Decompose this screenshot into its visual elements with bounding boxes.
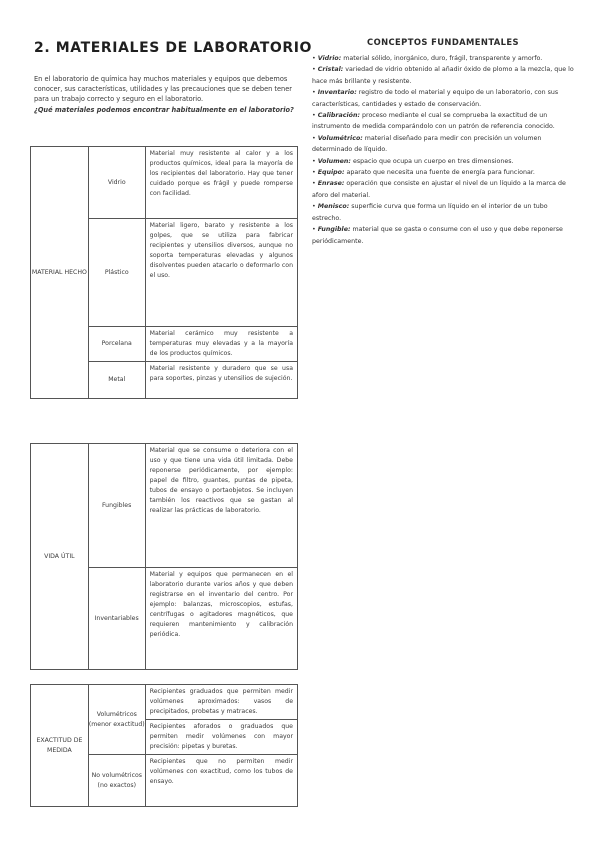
concept-term: Inventario: [317,89,357,97]
concept-item: • Volumétrico: material diseñado para medir con precisión un volumen determinado de líquido. [312,134,542,154]
concept-item: • Fungible: material que se gasta o consume con el uso y que debe reponerse periódicamente. [312,226,563,245]
concept-definition: espacio que ocupa un cuerpo en tres dimensiones. [350,157,514,165]
concept-definition: material sólido, inorgánico, duro, frágil, transparente y amorfo. [341,55,543,62]
table-description: Material que se consume o deteriora con el uso y que tiene una vida útil limitada. Debe reponerse periódicamente, por ejemplo: papel de filtro, guantes, puntas de pipeta, tubos de ensayo o portaobjetos. Se incluyen también los reactivos que se gastan al realizar las prácticas de laboratorio. [145,444,297,568]
concept-item: • Vidrio: material sólido, inorgánico, duro, frágil, transparente y amorfo. [312,55,543,62]
concept-definition: aparato que necesita una fuente de energía para funcionar. [344,169,535,177]
table-row [31,147,298,219]
concept-item: • Menisco: superficie curva que forma un líquido en el interior de un tubo estrecho. [312,203,548,222]
table-row [31,685,298,720]
concept-item: • Volumen: espacio que ocupa un cuerpo en tres dimensiones. [312,157,514,165]
table-description: Material ligero, barato y resistente a los golpes, que se utiliza para fabricar recipientes y utensilios diversos, aunque no soporta temperaturas elevadas y algunos disolventes pueden atacarlo o deformarlo con el uso. [145,219,297,327]
intro-question: ¿Qué materiales podemos encontrar habitualmente en el laboratorio? [34,105,294,114]
table-subcategory: Vidrio [88,147,145,219]
concept-term: Equipo: [317,169,345,177]
concept-term: Vidrio: [317,55,342,62]
material-table [30,146,298,399]
concept-term: Fungible: [317,226,351,234]
concept-term: Cristal: [317,66,344,74]
concepts-list [312,53,578,247]
concept-definition: material que se gasta o consume con el uso y que debe reponerse periódicamente. [312,226,563,245]
lifespan-table [30,443,298,670]
table-subcategory: No volumétricos (no exactos) [88,755,145,807]
concept-term: Calibración: [317,112,360,120]
concept-item: • Inventario: registro de todo el material y equipo de un laboratorio, con sus características, cantidades y estado de conservación. [312,89,559,108]
intro-text: En el laboratorio de química hay muchos materiales y equipos que debemos conocer, sus características, utilidades y las precauciones que se deben tener para un trabajo correcto y seguro en el laboratorio. [34,75,293,104]
table-category: EXACTITUD DE MEDIDA [31,685,89,807]
concept-term: Volumen: [317,157,351,165]
concept-term: Enrase: [317,180,345,188]
table-category: VIDA ÚTIL [31,444,89,670]
accuracy-table [30,684,298,807]
table-subcategory: Metal [88,362,145,399]
concept-definition: variedad de vidrio obtenido al añadir óxido de plomo a la mezcla, que lo hace más brillante y resistente. [312,66,574,85]
table-row [31,444,298,568]
table-subcategory: Porcelana [88,327,145,362]
table-description: Material resistente y duradero que se usa para soportes, pinzas y utensilios de sujeción. [145,362,297,399]
table-description: Recipientes aforados o graduados que permiten medir volúmenes con mayor precisión: pipetas y buretas. [145,720,297,755]
table-description: Recipientes graduados que permiten medir volúmenes aproximados: vasos de precipitados, probetas y matraces. [145,685,297,720]
concept-item: • Calibración: proceso mediante el cual se comprueba la exactitud de un instrumento de medida comparándolo con un patrón de referencia conocido. [312,112,555,131]
intro-section [34,74,298,115]
concept-definition: registro de todo el material y equipo de un laboratorio, con sus características, cantidades y estado de conservación. [312,89,559,108]
table-description: Recipientes que no permiten medir volúmenes con exactitud, como los tubos de ensayo. [145,755,297,807]
table-description: Material muy resistente al calor y a los productos químicos, ideal para la mayoría de los recipientes del laboratorio. Hay que tener cuidado porque es frágil y puede romperse con facilidad. [145,147,297,219]
concept-term: Menisco: [317,203,350,211]
concept-term: Volumétrico: [317,134,363,142]
concept-definition: material diseñado para medir con precisión un volumen determinado de líquido. [312,134,542,154]
concepts-title: CONCEPTOS FUNDAMENTALES [367,37,519,47]
table-subcategory: Inventariables [88,568,145,670]
table-subcategory: Fungibles [88,444,145,568]
concept-item: • Enrase: operación que consiste en ajustar el nivel de un líquido a la marca de aforo del material. [312,180,566,199]
concept-item: • Equipo: aparato que necesita una fuente de energía para funcionar. [312,169,535,177]
concept-definition: operación que consiste en ajustar el nivel de un líquido a la marca de aforo del material. [312,180,566,199]
concept-definition: superficie curva que forma un líquido en el interior de un tubo estrecho. [312,203,548,222]
table-subcategory: Plástico [88,219,145,327]
table-subcategory: Volumétricos (menor exactitud) [88,685,145,755]
table-description: Material cerámico muy resistente a temperaturas muy elevadas y a la mayoría de los productos químicos. [145,327,297,362]
concept-item: • Cristal: variedad de vidrio obtenido al añadir óxido de plomo a la mezcla, que lo hace más brillante y resistente. [312,66,574,85]
concept-definition: proceso mediante el cual se comprueba la exactitud de un instrumento de medida comparándolo con un patrón de referencia conocido. [312,112,555,131]
page-title: 2. MATERIALES DE LABORATORIO [34,40,313,56]
table-description: Material y equipos que permanecen en el laboratorio durante varios años y que deben registrarse en el inventario del centro. Por ejemplo: balanzas, microscopios, estufas, centrífugas o agitadores magnéticos, que requieren mantenimiento y calibración periódica. [145,568,297,670]
table-category: MATERIAL HECHO [31,147,89,399]
